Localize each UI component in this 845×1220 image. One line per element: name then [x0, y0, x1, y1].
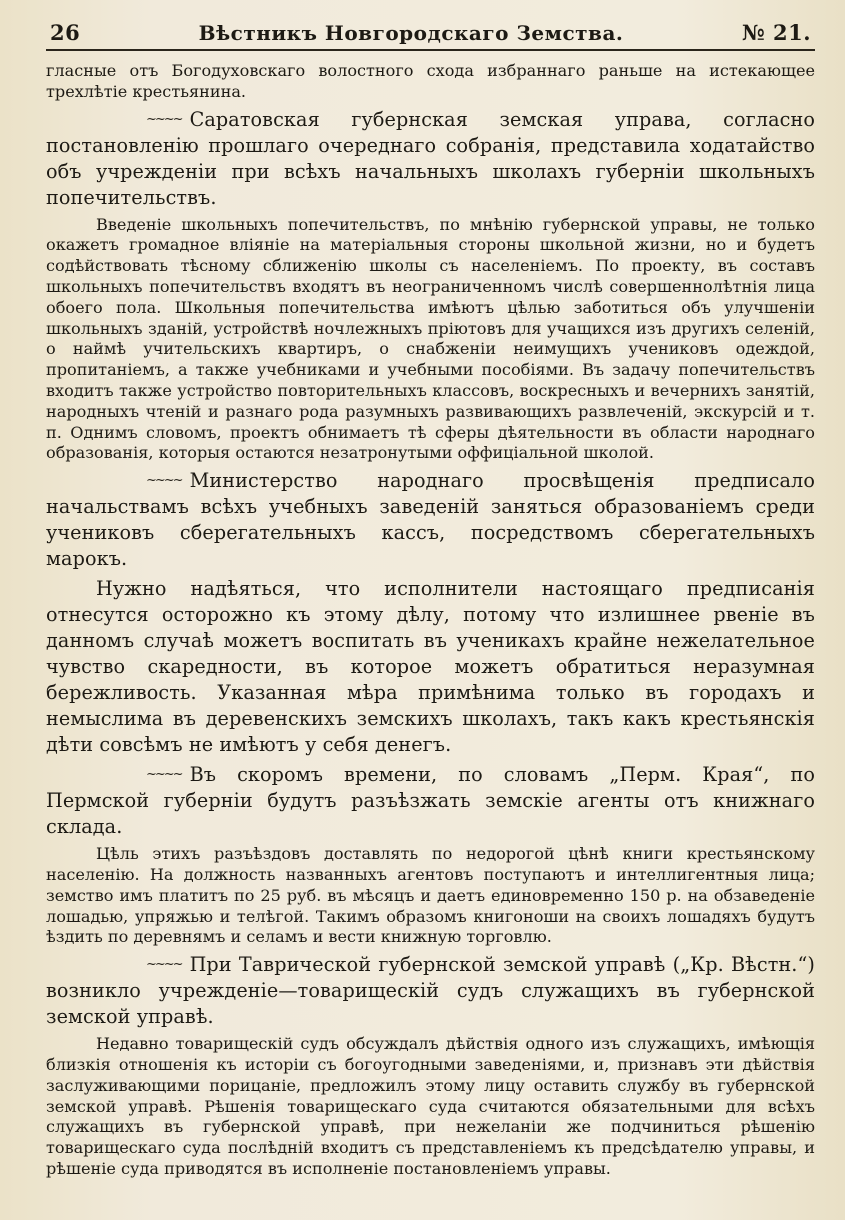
- paragraph-text: Цѣль этихъ разъѣздовъ доставлять по недорогой цѣнѣ книги крестьянскому населенію. На должность названныхъ агентовъ поступаютъ и интеллигентныя лица; земство имъ платитъ по 25 руб. въ мѣсяцъ и даетъ единовременно 150 р. на обзаведеніе лошадью, упряжью и телѣгой. Такимъ образомъ книгоноши на своихъ лошадяхъ будутъ ѣздить по деревнямъ и селамъ и вести книжную торговлю.: [46, 844, 815, 947]
- paragraph-text: Недавно товарищескій судъ обсуждалъ дѣйствія одного изъ служащихъ, имѣющія близкія отношенія къ исторіи съ богоугодными заведеніями, и, признавъ эти дѣйствія заслуживающими порицаніе, предложилъ этому лицу оставить службу въ губернской земской управѣ. Рѣшенія товарищескаго суда считаются обязательными для всѣхъ служащихъ въ губернской управѣ, при нежеланіи же подчиниться рѣшенію товарищескаго суда послѣдній входитъ съ представленіемъ къ предсѣдателю управы, и рѣшеніе суда приводятся въ исполненіе постановленіемъ управы.: [46, 1034, 815, 1178]
- paragraph-1: [46, 61, 815, 103]
- section-marker: ~~~~: [146, 111, 182, 127]
- paragraph-text: Министерство народнаго просвѣщенія предписало начальствамъ всѣхъ учебныхъ заведеній заняться образованіемъ среди учениковъ сберегательныхъ кассъ, посредствомъ сберегательныхъ марокъ.: [46, 469, 815, 571]
- section-marker: ~~~~: [146, 473, 182, 489]
- paragraph-text: При Таврической губернской земской управѣ („Кр. Вѣстн.“) возникло учрежденіе—товарищескій судъ служащихъ въ губернской земской управѣ.: [46, 953, 815, 1029]
- news-item-tavrida: [46, 952, 815, 1030]
- section-marker: ~~~~: [146, 957, 182, 973]
- paragraph-text: Саратовская губернская земская управа, согласно постановленію прошлаго очереднаго собранія, представила ходатайство объ учрежденіи при всѣхъ начальныхъ школахъ губерніи школьныхъ попечительствъ.: [46, 107, 815, 209]
- journal-title: Вѣстникъ Новгородскаго Земства.: [198, 21, 624, 45]
- paragraph-7: [46, 844, 815, 948]
- paragraph-text: Введеніе школьныхъ попечительствъ, по мнѣнію губернской управы, не только окажетъ громадное вліяніе на матеріальныя стороны школьной жизни, но и будетъ содѣйствовать тѣсному сближенію школы съ населеніемъ. По проекту, въ составъ школьныхъ попечительствъ входятъ въ неограниченномъ числѣ совершеннолѣтнія лица обоего пола. Школьныя попечительства имѣютъ цѣлью заботиться объ улучшеніи школьныхъ зданій, устройствѣ ночлежныхъ пріютовъ для учащихся изъ другихъ селеній, о наймѣ учительскихъ квартиръ, о снабженіи неимущихъ учениковъ одеждой, пропитаніемъ, а также учебниками и учебными пособіями. Въ задачу попечительствъ входитъ также устройство повторительныхъ классовъ, воскресныхъ и вечернихъ занятій, народныхъ чтеній и разнаго рода разумныхъ развивающихъ развлеченій, экскурсій и т. п. Однимъ словомъ, проектъ обнимаетъ тѣ сферы дѣятельности въ области народнаго образованія, которыя остаются незатронутыми оффиціальной школой.: [46, 214, 815, 463]
- news-item-saratov: [46, 107, 815, 211]
- paragraph-text: гласные отъ Богодуховскаго волостного схода избраннаго раньше на истекающее трехлѣтіе крестьянина.: [46, 61, 815, 101]
- article-body: [46, 61, 815, 1180]
- paragraph-9: [46, 1034, 815, 1180]
- news-item-ministry: [46, 468, 815, 572]
- paragraph-text: Въ скоромъ времени, по словамъ „Перм. Края“, по Пермской губерніи будутъ разъѣзжать земскіе агенты отъ книжнаго склада.: [46, 763, 815, 839]
- paragraph-text: Нужно надѣяться, что исполнители настоящаго предписанія отнесутся осторожно къ этому дѣлу, потому что излишнее рвеніе въ данномъ случаѣ можетъ воспитать въ ученикахъ крайне нежелательное чувство скаредности, въ которое можетъ обратиться неразумная бережливость. Указанная мѣра примѣнима только въ городахъ и немыслима въ деревенскихъ земскихъ школахъ, такъ какъ крестьянскія дѣти совсѣмъ не имѣютъ у себя денегъ.: [46, 577, 815, 757]
- section-marker: ~~~~: [146, 767, 182, 783]
- paragraph-3: [46, 215, 815, 465]
- page-header: [46, 20, 815, 51]
- page-number: 26: [50, 20, 81, 45]
- paragraph-5: [46, 576, 815, 758]
- issue-number: № 21.: [741, 20, 811, 45]
- news-item-perm: [46, 762, 815, 840]
